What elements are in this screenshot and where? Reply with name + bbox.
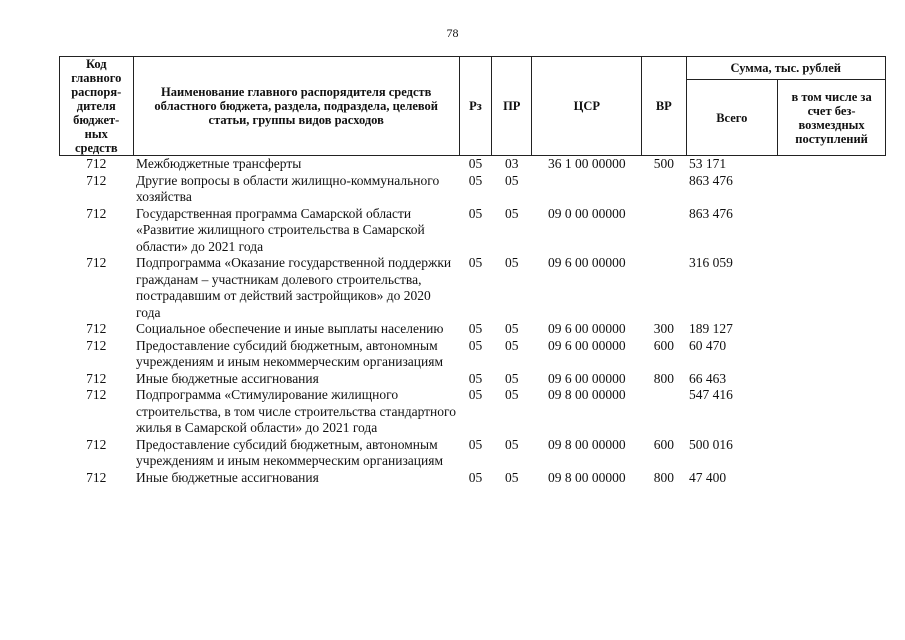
cell-rz: 05 bbox=[468, 255, 483, 270]
cell-vr: 600 bbox=[653, 337, 674, 353]
table-row bbox=[60, 437, 886, 470]
cell-pr: 05 bbox=[505, 337, 519, 353]
cell-pr: 05 bbox=[505, 321, 519, 336]
header-total: Всего bbox=[686, 80, 778, 156]
cell-rz: 05 bbox=[468, 436, 483, 452]
cell-rz: 05 bbox=[468, 172, 483, 188]
table-row bbox=[60, 206, 886, 256]
cell-total: 60 470 bbox=[689, 337, 727, 353]
cell-pr: 05 bbox=[505, 370, 519, 386]
table-row bbox=[60, 321, 886, 338]
cell-csr bbox=[532, 173, 642, 206]
cell-code: 712 bbox=[86, 370, 107, 386]
cell-pr: 05 bbox=[505, 205, 519, 221]
cell-name: Другие вопросы в области жилищно-коммунального хозяйства bbox=[136, 172, 440, 204]
cell-code: 712 bbox=[86, 205, 107, 221]
header-vr: ВР bbox=[642, 57, 686, 156]
cell-name: Предоставление субсидий бюджетным, автономным учреждениям и иным некоммерческим организациям bbox=[136, 436, 444, 468]
cell-csr: 09 8 00 00000 bbox=[547, 387, 626, 402]
table-row bbox=[60, 156, 886, 173]
cell-rz: 05 bbox=[468, 370, 483, 386]
header-csr: ЦСР bbox=[532, 57, 642, 156]
cell-pr: 05 bbox=[505, 469, 519, 485]
cell-pr: 05 bbox=[505, 387, 519, 402]
cell-pr: 05 bbox=[505, 436, 519, 452]
cell-vr bbox=[642, 206, 686, 256]
cell-rz: 05 bbox=[468, 205, 483, 221]
cell-code: 712 bbox=[86, 469, 107, 485]
cell-vr: 500 bbox=[653, 156, 674, 171]
header-free: в том числе за счет без-возмездных поступлений bbox=[778, 80, 886, 156]
table-row bbox=[60, 371, 886, 388]
header-rz: Рз bbox=[459, 57, 491, 156]
cell-total: 863 476 bbox=[689, 205, 733, 221]
table-row bbox=[60, 387, 886, 437]
cell-total: 316 059 bbox=[689, 255, 733, 270]
table-row bbox=[60, 255, 886, 321]
cell-csr: 09 6 00 00000 bbox=[547, 255, 626, 270]
cell-csr: 09 8 00 00000 bbox=[547, 436, 626, 452]
table-row bbox=[60, 470, 886, 487]
cell-csr: 36 1 00 00000 bbox=[547, 156, 626, 171]
cell-total: 863 476 bbox=[689, 172, 733, 188]
table-header bbox=[60, 57, 886, 156]
cell-code: 712 bbox=[86, 156, 107, 171]
cell-code: 712 bbox=[86, 172, 107, 188]
cell-name: Государственная программа Самарской области «Развитие жилищного строительства в Самарской области» до 2021 года bbox=[136, 205, 425, 254]
cell-name: Предоставление субсидий бюджетным, автономным учреждениям и иным некоммерческим организациям bbox=[136, 337, 444, 369]
cell-total: 547 416 bbox=[689, 387, 733, 402]
cell-free bbox=[778, 206, 886, 256]
cell-free bbox=[778, 156, 886, 173]
cell-free bbox=[778, 321, 886, 338]
cell-csr: 09 6 00 00000 bbox=[547, 321, 626, 336]
cell-free bbox=[778, 255, 886, 321]
page-number: 78 bbox=[446, 26, 459, 40]
cell-rz: 05 bbox=[468, 387, 483, 402]
cell-free bbox=[778, 387, 886, 437]
header-sum: Сумма, тыс. рублей bbox=[686, 57, 886, 80]
cell-total: 500 016 bbox=[689, 436, 733, 452]
cell-free bbox=[778, 338, 886, 371]
cell-vr bbox=[642, 255, 686, 321]
table-row bbox=[60, 338, 886, 371]
cell-total: 53 171 bbox=[689, 156, 727, 171]
cell-code: 712 bbox=[86, 255, 107, 270]
cell-rz: 05 bbox=[468, 156, 483, 171]
cell-name: Межбюджетные трансферты bbox=[136, 156, 302, 171]
cell-free bbox=[778, 371, 886, 388]
cell-code: 712 bbox=[86, 387, 107, 402]
cell-rz: 05 bbox=[468, 321, 483, 336]
cell-free bbox=[778, 173, 886, 206]
cell-total: 47 400 bbox=[689, 469, 727, 485]
cell-code: 712 bbox=[86, 321, 107, 336]
cell-vr: 800 bbox=[653, 370, 674, 386]
cell-name: Иные бюджетные ассигнования bbox=[136, 469, 319, 485]
header-pr: ПР bbox=[492, 57, 532, 156]
table-body bbox=[60, 156, 886, 487]
cell-rz: 05 bbox=[468, 469, 483, 485]
cell-name: Социальное обеспечение и иные выплаты населению bbox=[136, 321, 444, 336]
cell-vr: 600 bbox=[653, 436, 674, 452]
cell-name: Подпрограмма «Оказание государственной поддержки гражданам – участникам долевого строительства, пострадавшим от действий застройщиков» до 2020 года bbox=[136, 255, 452, 320]
cell-free bbox=[778, 437, 886, 470]
cell-csr: 09 0 00 00000 bbox=[547, 205, 626, 221]
cell-vr bbox=[642, 387, 686, 437]
budget-table bbox=[59, 56, 886, 486]
header-code: Код главного распоря-дителя бюджет-ных средств bbox=[60, 57, 134, 156]
cell-free bbox=[778, 470, 886, 487]
cell-csr: 09 6 00 00000 bbox=[547, 370, 626, 386]
cell-total: 189 127 bbox=[689, 321, 733, 336]
cell-csr: 09 8 00 00000 bbox=[547, 469, 626, 485]
cell-vr bbox=[642, 173, 686, 206]
cell-name: Подпрограмма «Стимулирование жилищного строительства, в том числе строительства стандартного жилья в Самарской области» до 2021 года bbox=[136, 387, 456, 435]
cell-vr: 800 bbox=[653, 469, 674, 485]
cell-csr: 09 6 00 00000 bbox=[547, 337, 626, 353]
cell-vr: 300 bbox=[653, 321, 674, 336]
cell-name: Иные бюджетные ассигнования bbox=[136, 370, 319, 386]
cell-pr: 05 bbox=[505, 255, 519, 270]
header-name: Наименование главного распорядителя средств областного бюджета, раздела, подраздела, целевой статьи, группы видов расходов bbox=[133, 57, 459, 156]
cell-pr: 05 bbox=[505, 172, 519, 188]
cell-total: 66 463 bbox=[689, 370, 727, 386]
cell-pr: 03 bbox=[505, 156, 519, 171]
cell-rz: 05 bbox=[468, 337, 483, 353]
cell-code: 712 bbox=[86, 337, 107, 353]
cell-code: 712 bbox=[86, 436, 107, 452]
table-row bbox=[60, 173, 886, 206]
